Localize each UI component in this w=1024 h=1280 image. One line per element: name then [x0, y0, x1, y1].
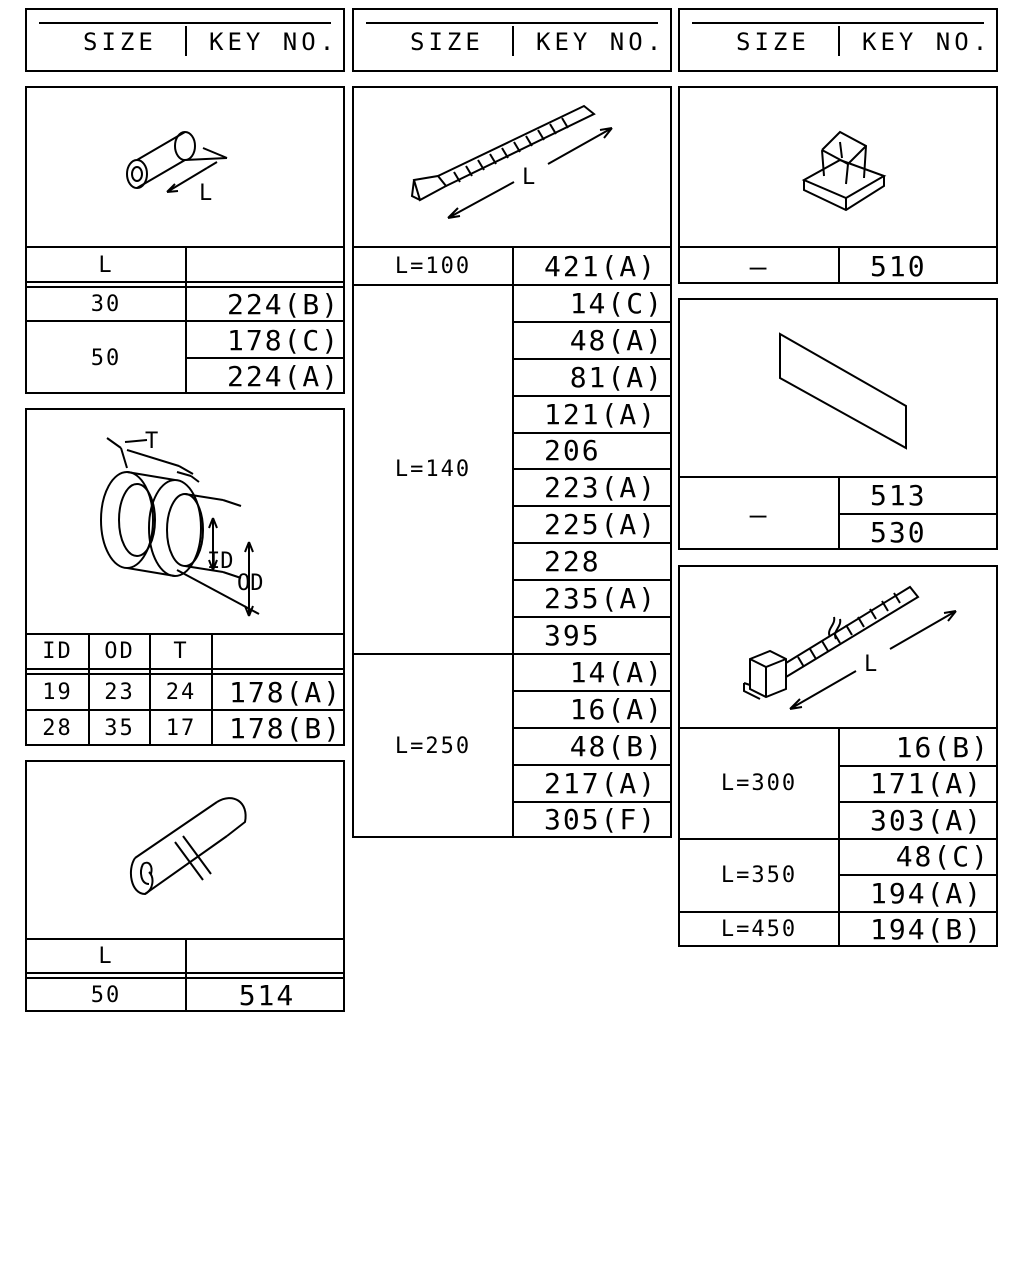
key-no-cell: 421(A): [544, 249, 658, 283]
edge-protector-panel: [25, 760, 345, 1012]
spacer-dim-label: L: [199, 181, 213, 206]
edge-protector-key: 514: [238, 979, 296, 1012]
header-size-label: SIZE: [83, 28, 157, 56]
key-no-cell: 48(C): [895, 840, 990, 874]
key-no-cell: 48(B): [569, 729, 664, 763]
key-no-cell: 217(A): [544, 766, 658, 800]
key-no-cell: 303(A): [870, 803, 984, 837]
key-no-cell: 194(A): [870, 876, 984, 910]
key-no-cell: 16(A): [569, 692, 664, 726]
cable-tie-large-dim-label: L: [864, 652, 878, 677]
grommet-row1-key: 178(A): [229, 675, 343, 709]
spacer-col-l: L: [98, 252, 114, 278]
spacer-size-50: 50: [90, 345, 122, 371]
clip-nut-size: —: [749, 249, 769, 283]
key-no-cell: 16(B): [895, 730, 990, 764]
key-no-cell: 305(F): [544, 803, 658, 837]
key-no-cell: 223(A): [544, 471, 658, 505]
label-sheet-key: 513: [870, 479, 927, 512]
key-no-cell: 194(B): [870, 913, 984, 947]
key-no-cell: 171(A): [870, 767, 984, 801]
edge-protector-col-l: L: [98, 944, 114, 969]
grommet-row2-key: 178(B): [229, 712, 343, 745]
grommet-col-od: OD: [104, 639, 135, 664]
key-no-cell: 228: [544, 545, 601, 579]
header-col2: [352, 8, 672, 72]
size-cell: L=100: [394, 253, 472, 279]
spacer-key: 224(B): [227, 287, 341, 321]
size-cell: L=250: [394, 733, 472, 759]
cable-tie-large-drawing: [680, 567, 1000, 729]
label-sheet-panel: [678, 298, 998, 550]
grommet-col-id: ID: [42, 639, 73, 664]
key-no-cell: 235(A): [544, 582, 658, 616]
cable-tie-large-panel: [678, 565, 998, 947]
key-no-cell: 395: [544, 618, 601, 652]
grommet-row2-od: 35: [104, 716, 135, 741]
key-no-cell: 81(A): [569, 360, 664, 394]
clip-nut-key: 510: [870, 249, 927, 283]
header-size-label: SIZE: [736, 28, 810, 56]
spacer-size-30: 30: [90, 291, 122, 317]
label-sheet-drawing: [680, 300, 1000, 480]
grommet-row2-id: 28: [42, 716, 73, 741]
grommet-row1-id: 19: [42, 679, 73, 705]
spacer-panel: [25, 86, 345, 394]
key-no-cell: 14(A): [569, 655, 664, 689]
grommet-row1-t: 24: [165, 679, 197, 705]
key-no-cell: 48(A): [569, 323, 664, 357]
clip-nut-drawing: [680, 88, 1000, 248]
cable-tie-dim-label: L: [522, 165, 536, 190]
key-no-cell: 14(C): [569, 286, 664, 320]
spacer-key: 224(A): [227, 360, 341, 393]
grommet-dim-id: ID: [207, 549, 234, 574]
edge-protector-drawing: [27, 762, 347, 940]
edge-protector-size: 50: [90, 983, 122, 1008]
size-cell: L=350: [720, 862, 798, 888]
grommet-row1-od: 23: [104, 679, 135, 705]
header-col1: [25, 8, 345, 72]
label-sheet-key: 530: [870, 516, 927, 549]
grommet-drawing: [27, 410, 347, 635]
size-cell: L=300: [720, 771, 798, 797]
key-no-cell: 121(A): [544, 397, 658, 431]
header-key-label: KEY NO.: [862, 28, 992, 56]
header-col3: [678, 8, 998, 72]
grommet-dim-od: OD: [237, 571, 264, 596]
header-key-label: KEY NO.: [536, 28, 666, 56]
key-no-cell: 206: [544, 434, 601, 468]
clip-nut-panel: [678, 86, 998, 284]
size-cell: L=140: [394, 456, 472, 482]
spacer-key: 178(C): [227, 323, 341, 357]
cable-tie-panel: [352, 86, 672, 838]
grommet-col-t: T: [173, 639, 189, 664]
grommet-dim-t: T: [145, 429, 159, 454]
size-cell: L=450: [720, 917, 798, 943]
key-no-cell: 225(A): [544, 508, 658, 542]
spacer-drawing: [27, 88, 347, 248]
header-size-label: SIZE: [410, 28, 484, 56]
grommet-panel: [25, 408, 345, 746]
header-key-label: KEY NO.: [209, 28, 339, 56]
label-sheet-size: —: [749, 497, 769, 531]
grommet-row2-t: 17: [165, 716, 197, 741]
cable-tie-drawing: [354, 88, 674, 248]
